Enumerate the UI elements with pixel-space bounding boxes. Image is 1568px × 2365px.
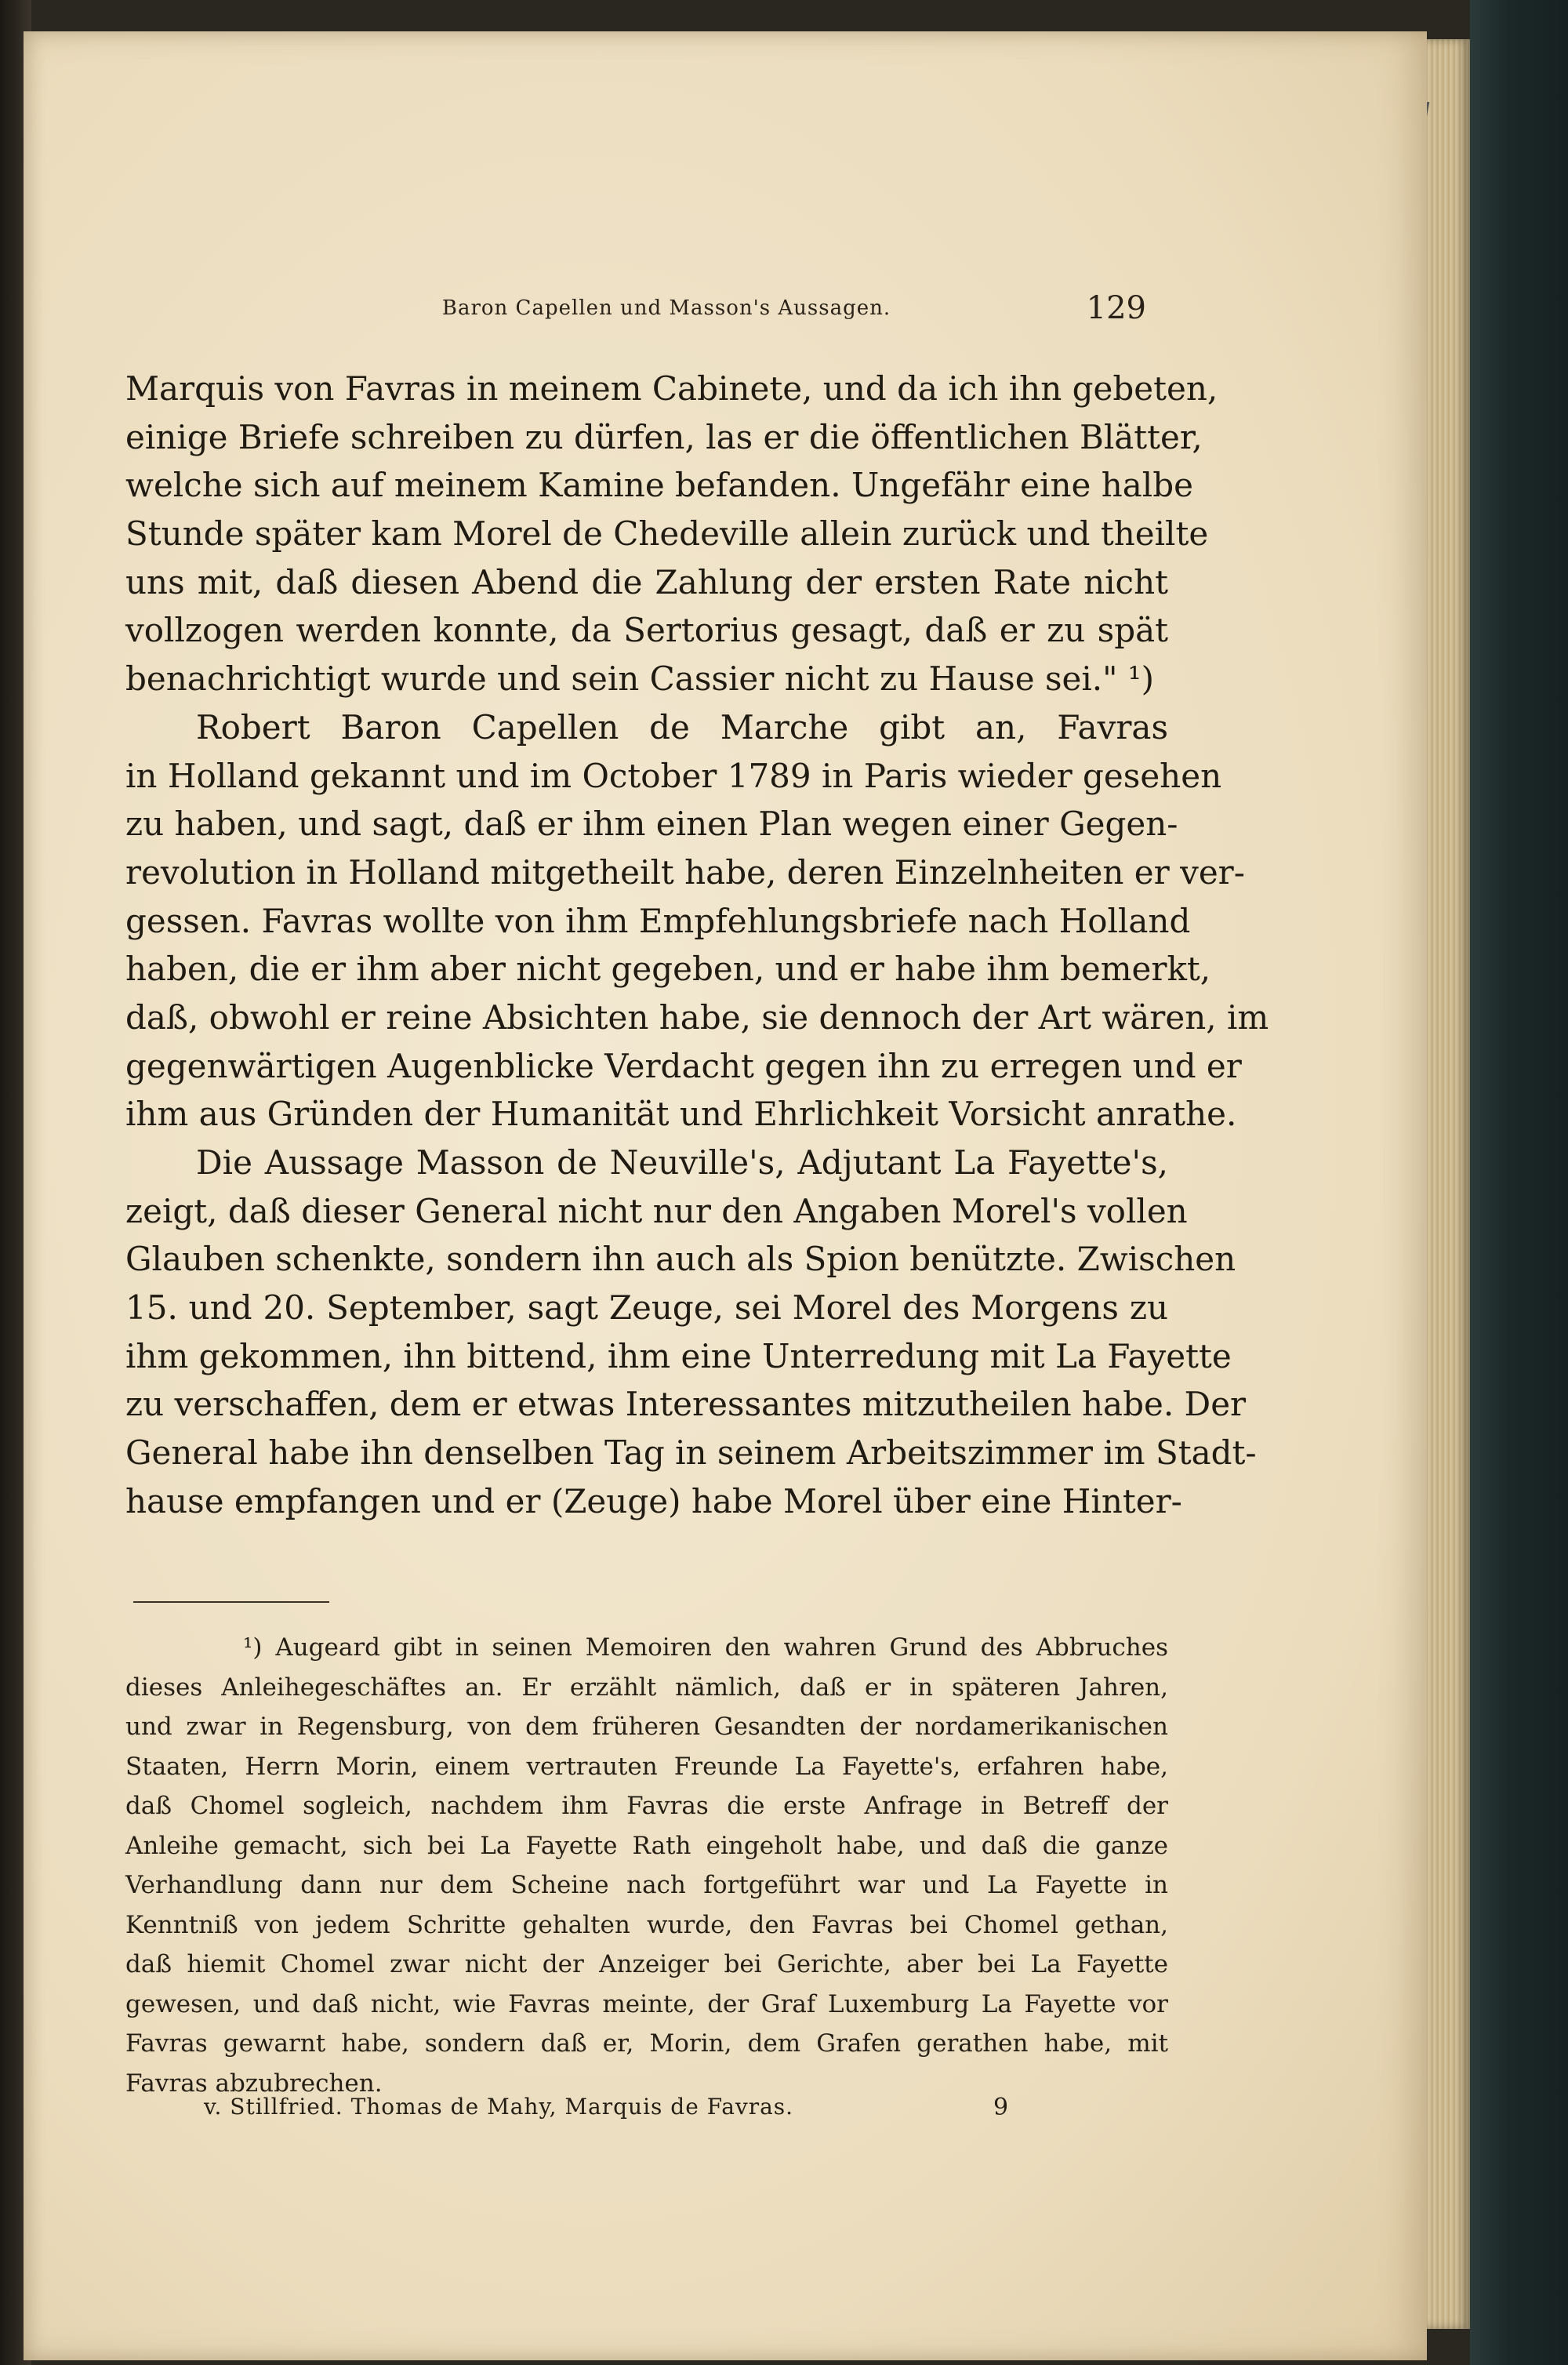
- footnote-line: Anleihe gemacht, sich bei La Fayette Rath eingeholt habe, und daß die ganze: [125, 1831, 1168, 1860]
- text-line: Stunde später kam Morel de Chedeville allein zurück und theilte: [125, 514, 1209, 554]
- footnote-block: [125, 1628, 1168, 2103]
- text-line: uns mit, daß diesen Abend die Zahlung der ersten Rate nicht: [125, 562, 1168, 601]
- text-line: Robert Baron Capellen de Marche gibt an, Favras: [196, 707, 1168, 747]
- text-line: vollzogen werden konnte, da Sertorius gesagt, daß er zu spät: [125, 611, 1168, 650]
- footnote-line: ¹) Augeard gibt in seinen Memoiren den wahren Grund des Abbruches: [243, 1633, 1168, 1662]
- text-line: zeigt, daß dieser General nicht nur den Angaben Morel's vollen: [125, 1191, 1188, 1230]
- text-line: haben, die er ihm aber nicht gegeben, und er habe ihm bemerkt,: [125, 950, 1211, 989]
- text-line: hause empfangen und er (Zeuge) habe Morel über eine Hinter-: [125, 1481, 1182, 1520]
- text-line: gessen. Favras wollte von ihm Empfehlungsbriefe nach Holland: [125, 901, 1191, 940]
- text-line: ihm aus Gründen der Humanität und Ehrlichkeit Vorsicht anrathe.: [125, 1095, 1237, 1134]
- footnote-line: Favras gewarnt habe, sondern daß er, Morin, dem Grafen gerathen habe, mit: [125, 2029, 1168, 2058]
- text-line: Glauben schenkte, sondern ihn auch als Spion benützte. Zwischen: [125, 1240, 1236, 1279]
- text-line: gegenwärtigen Augenblicke Verdacht gegen ihn zu erregen und er: [125, 1046, 1242, 1085]
- text-line: in Holland gekannt und im October 1789 in Paris wieder gesehen: [125, 756, 1222, 795]
- footnote-line: Favras abzubrechen.: [125, 2069, 383, 2098]
- book-spine: [1470, 0, 1568, 2365]
- page-stack-edges: [1423, 39, 1470, 2329]
- footnote-line: gewesen, und daß nicht, wie Favras meinte, der Graf Luxemburg La Fayette vor: [125, 1989, 1168, 2018]
- text-line: Marquis von Favras in meinem Cabinete, und da ich ihn gebeten,: [125, 369, 1218, 408]
- footnote-line: Staaten, Herrn Morin, einem vertrauten Freunde La Fayette's, erfahren habe,: [125, 1752, 1168, 1781]
- book-page: [24, 31, 1427, 2360]
- text-line: 15. und 20. September, sagt Zeuge, sei Morel des Morgens zu: [125, 1288, 1168, 1328]
- main-text: [125, 365, 1269, 1526]
- footnote-line: Verhandlung dann nur dem Scheine nach fortgeführt war und La Fayette in: [125, 1871, 1168, 1899]
- text-line: Die Aussage Masson de Neuville's, Adjutant La Fayette's,: [196, 1143, 1168, 1182]
- running-head: Baron Capellen und Masson's Aussagen.: [441, 296, 891, 320]
- text-line: zu haben, und sagt, daß er ihm einen Plan wegen einer Gegen-: [125, 805, 1178, 844]
- text-line: General habe ihn denselben Tag in seinem Arbeitszimmer im Stadt-: [125, 1433, 1257, 1473]
- text-line: welche sich auf meinem Kamine befanden. Ungefähr eine halbe: [125, 466, 1193, 505]
- page-footer: [24, 2094, 1427, 2133]
- text-line: benachrichtigt wurde und sein Cassier nicht zu Hause sei." ¹): [125, 659, 1155, 699]
- sheet-number: 9: [993, 2094, 1009, 2121]
- footnote-line: und zwar in Regensburg, von dem früheren Gesandten der nordamerikanischen: [125, 1713, 1168, 1741]
- footnote-line: daß hiemit Chomel zwar nicht der Anzeiger bei Gerichte, aber bei La Fayette: [125, 1950, 1168, 1978]
- footnote-line: daß Chomel sogleich, nachdem ihm Favras die erste Anfrage in Betreff der: [125, 1792, 1168, 1820]
- text-line: revolution in Holland mitgetheilt habe, deren Einzelnheiten er ver-: [125, 852, 1245, 892]
- page-header: [24, 290, 1427, 337]
- text-line: daß, obwohl er reine Absichten habe, sie dennoch der Art wären, im: [125, 997, 1269, 1037]
- footnote-divider: [133, 1601, 329, 1603]
- footnote-line: dieses Anleihegeschäftes an. Er erzählt nämlich, daß er in späteren Jahren,: [125, 1673, 1168, 1702]
- text-line: zu verschaffen, dem er etwas Interessantes mitzutheilen habe. Der: [125, 1385, 1247, 1424]
- page-number: 129: [1086, 290, 1146, 326]
- text-line: ihm gekommen, ihn bittend, ihm eine Unterredung mit La Fayette: [125, 1336, 1232, 1375]
- footnote-line: Kenntniß von jedem Schritte gehalten wurde, den Favras bei Chomel gethan,: [125, 1910, 1168, 1939]
- text-line: einige Briefe schreiben zu dürfen, las er die öffentlichen Blätter,: [125, 417, 1203, 456]
- signature-line: v. Stillfried. Thomas de Mahy, Marquis de Favras.: [204, 2094, 794, 2120]
